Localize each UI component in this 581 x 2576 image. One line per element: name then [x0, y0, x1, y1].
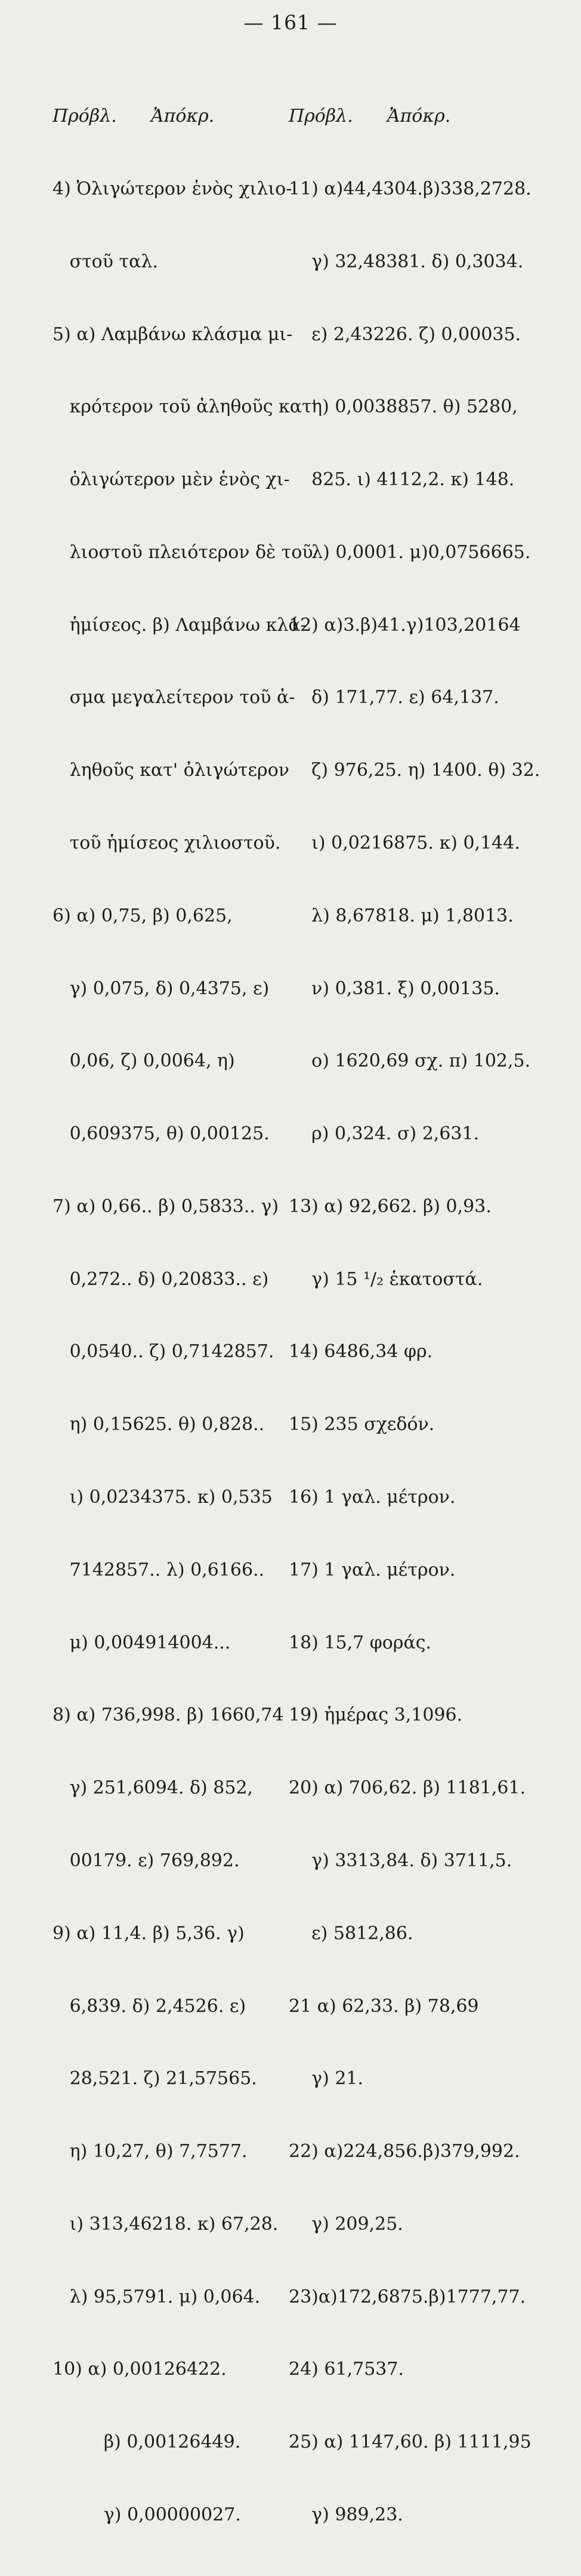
- answer-line: ζ) 976,25. η) 1400. θ) 32.: [289, 760, 540, 781]
- answer-line: 0,0540.. ζ) 0,7142857.: [52, 1341, 274, 1363]
- answer-line: τοῦ ἡμίσεος χιλιοστοῦ.: [52, 833, 281, 853]
- answer-line: λ) 0,0001. μ)0,0756665.: [289, 541, 531, 563]
- column-header: Πρόβλ. Ἀπόκρ.: [52, 106, 215, 127]
- answer-line: 14) 6486,34 φρ.: [289, 1341, 433, 1363]
- answer-line: 0,06, ζ) 0,0064, η): [52, 1050, 235, 1072]
- answer-line: ρ) 0,324. σ) 2,631.: [289, 1123, 480, 1145]
- answer-line: γ) 209,25.: [289, 2213, 403, 2235]
- answer-line: 15) 235 σχεδόν.: [289, 1414, 435, 1435]
- answer-line: γ) 251,6094. δ) 852,: [52, 1777, 254, 1799]
- answer-line: ο) 1620,69 σχ. π) 102,5.: [289, 1050, 531, 1072]
- answer-line: γ) 15 ¹/₂ ἑκατοστά.: [289, 1268, 483, 1290]
- answer-line: σμα μεγαλείτερον τοῦ ἀ-: [52, 687, 295, 708]
- answer-line: κρότερον τοῦ ἀληθοῦς κατ': [52, 396, 317, 418]
- answer-line: γ) 0,075, δ) 0,4375, ε): [52, 978, 270, 999]
- answer-line: η) 0,0038857. θ) 5280,: [289, 396, 518, 418]
- left-column: [52, 56, 317, 2576]
- column-header: Πρόβλ. Ἀπόκρ.: [289, 106, 451, 127]
- answer-line: λ) 8,67818. μ) 1,8013.: [289, 905, 514, 926]
- answer-line: δ) 171,77. ε) 64,137.: [289, 687, 499, 708]
- answer-line: ε) 5812,86.: [289, 1922, 413, 1944]
- answer-line: η) 0,15625. θ) 0,828..: [52, 1414, 265, 1435]
- answer-line: 21 α) 62,33. β) 78,69: [289, 1995, 479, 2017]
- answer-line: 00179. ε) 769,892.: [52, 1850, 240, 1871]
- answer-line: 9) α) 11,4. β) 5,36. γ): [52, 1922, 245, 1944]
- answer-line: η) 10,27, θ) 7,7577.: [52, 2141, 248, 2162]
- answer-line: γ) 32,48381. δ) 0,3034.: [289, 251, 524, 272]
- answer-line: 0,609375, θ) 0,00125.: [52, 1123, 270, 1145]
- answer-line: 10) α) 0,00126422.: [52, 2359, 227, 2380]
- answer-line: ι) 0,0216875. κ) 0,144.: [289, 833, 520, 853]
- answer-line: 5) α) Λαμβάνω κλάσμα μι-: [52, 323, 293, 345]
- answer-line: ληθοῦς κατ' ὀλιγώτερον: [52, 760, 289, 781]
- answer-line: 23)α)172,6875.β)1777,77.: [289, 2286, 526, 2307]
- answer-line: στοῦ ταλ.: [52, 251, 158, 272]
- answer-line: 28,521. ζ) 21,57565.: [52, 2068, 257, 2090]
- answer-line: 4) Ὀλιγώτερον ἑνὸς χιλιο-: [52, 178, 292, 199]
- answer-line: 7) α) 0,66.. β) 0,5833.. γ): [52, 1195, 279, 1217]
- answer-line: 25) α) 1147,60. β) 1111,95: [289, 2432, 531, 2453]
- answer-line: ι) 0,0234375. κ) 0,535: [52, 1487, 273, 1508]
- answer-line: 12) α)3.β)41.γ)103,20164: [289, 614, 521, 636]
- answer-line: 6,839. δ) 2,4526. ε): [52, 1995, 246, 2017]
- answer-line: λιοστοῦ πλειότερον δὲ τοῦ: [52, 541, 313, 563]
- answer-line: 17) 1 γαλ. μέτρον.: [289, 1559, 456, 1580]
- answer-line: γ) 0,00000027.: [52, 2504, 241, 2525]
- answer-line: ι) 313,46218. κ) 67,28.: [52, 2213, 279, 2235]
- answer-line: β) 0,00126449.: [52, 2432, 241, 2453]
- answer-line: 22) α)224,856.β)379,992.: [289, 2141, 520, 2162]
- answer-line: 19) ἡμέρας 3,1096.: [289, 1705, 463, 1726]
- answer-line: γ) 21.: [289, 2068, 364, 2090]
- answer-line: γ) 989,23.: [289, 2504, 403, 2525]
- answer-line: ὀλιγώτερον μὲν ἑνὸς χι-: [52, 469, 290, 491]
- answer-line: 24) 61,7537.: [289, 2359, 404, 2380]
- answer-line: ἡμίσεος. β) Λαμβάνω κλά-: [52, 614, 307, 636]
- answer-line: μ) 0,004914004...: [52, 1632, 231, 1653]
- answer-line: 20) α) 706,62. β) 1181,61.: [289, 1777, 526, 1799]
- answer-line: λ) 95,5791. μ) 0,064.: [52, 2286, 261, 2307]
- answer-line: 16) 1 γαλ. μέτρον.: [289, 1487, 456, 1508]
- right-column: [289, 56, 551, 2576]
- answer-line: 6) α) 0,75, β) 0,625,: [52, 905, 233, 926]
- answer-line: 8) α) 736,998. β) 1660,74: [52, 1705, 284, 1726]
- answer-line: ε) 2,43226. ζ) 0,00035.: [289, 323, 521, 345]
- answer-line: 13) α) 92,662. β) 0,93.: [289, 1195, 492, 1217]
- answer-line: 11) α)44,4304.β)338,2728.: [289, 178, 531, 199]
- answer-line: 825. ι) 4112,2. κ) 148.: [289, 469, 515, 491]
- answer-line: ν) 0,381. ξ) 0,00135.: [289, 978, 500, 999]
- page-number: — 161 —: [243, 11, 338, 34]
- answer-line: 0,272.. δ) 0,20833.. ε): [52, 1268, 269, 1290]
- answer-line: γ) 3313,84. δ) 3711,5.: [289, 1850, 512, 1871]
- answer-line: 18) 15,7 φοράς.: [289, 1632, 432, 1653]
- answer-line: 7142857.. λ) 0,6166..: [52, 1559, 265, 1580]
